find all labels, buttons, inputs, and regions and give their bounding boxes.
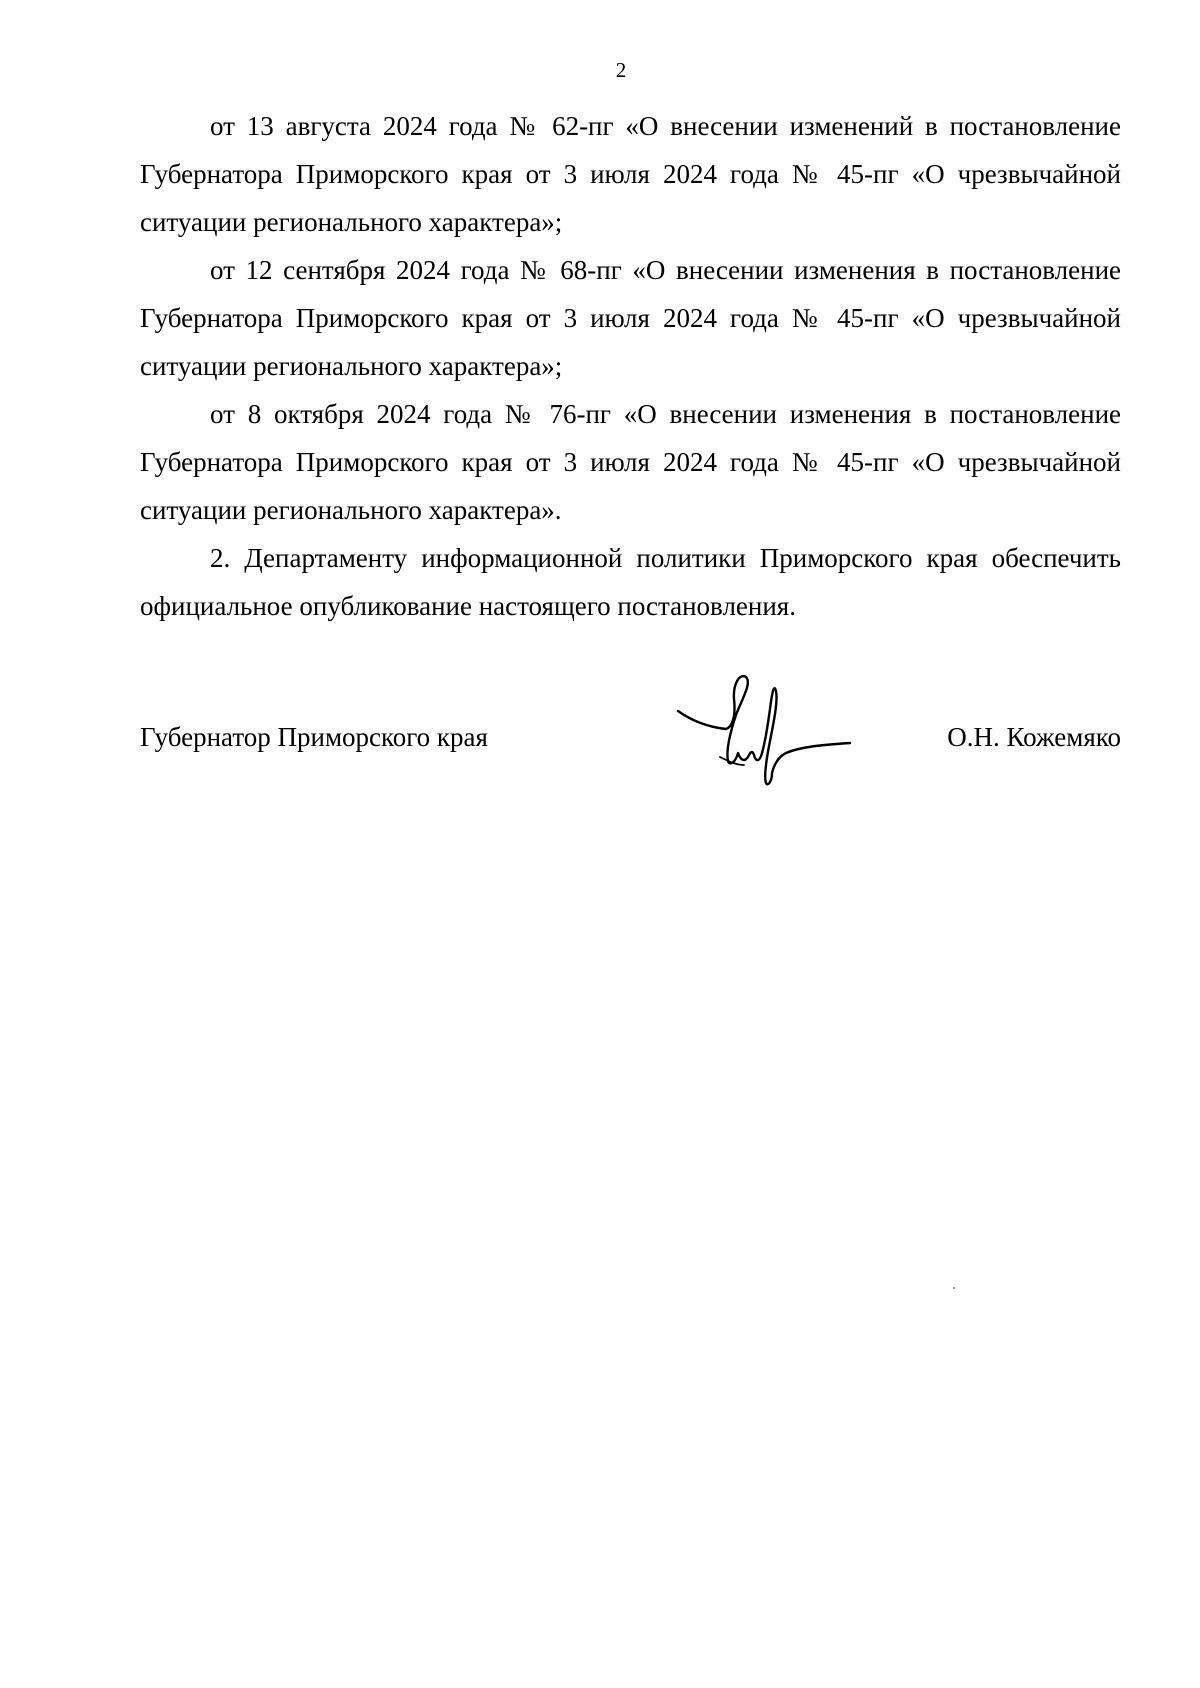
signatory-title: Губернатор Приморского края [140, 722, 488, 752]
page-number: 2 [615, 58, 627, 82]
signature-block [140, 669, 1121, 799]
handwritten-signature [670, 669, 860, 799]
paragraph-amendment-76: от 8 октября 2024 года № 76-пг «О внесении изменения в постановление Губернатора Приморского края от 3 июля 2024 года № 45-пг «О чрезвычайной ситуации регионального характера». [140, 399, 1121, 525]
signatory-name: О.Н. Кожемяко [947, 722, 1121, 752]
document-body [140, 102, 1121, 630]
paragraph-publication-order: 2. Департаменту информационной политики Приморского края обеспечить официальное опубликование настоящего постановления. [140, 543, 1121, 621]
scan-speck [953, 1287, 955, 1289]
paragraph-amendment-62: от 13 августа 2024 года № 62-пг «О внесении изменений в постановление Губернатора Приморского края от 3 июля 2024 года № 45-пг «О чрезвычайной ситуации регионального характера»; [140, 111, 1121, 237]
paragraph-amendment-68: от 12 сентября 2024 года № 68-пг «О внесении изменения в постановление Губернатора Приморского края от 3 июля 2024 года № 45-пг «О чрезвычайной ситуации регионального характера»; [140, 255, 1121, 381]
